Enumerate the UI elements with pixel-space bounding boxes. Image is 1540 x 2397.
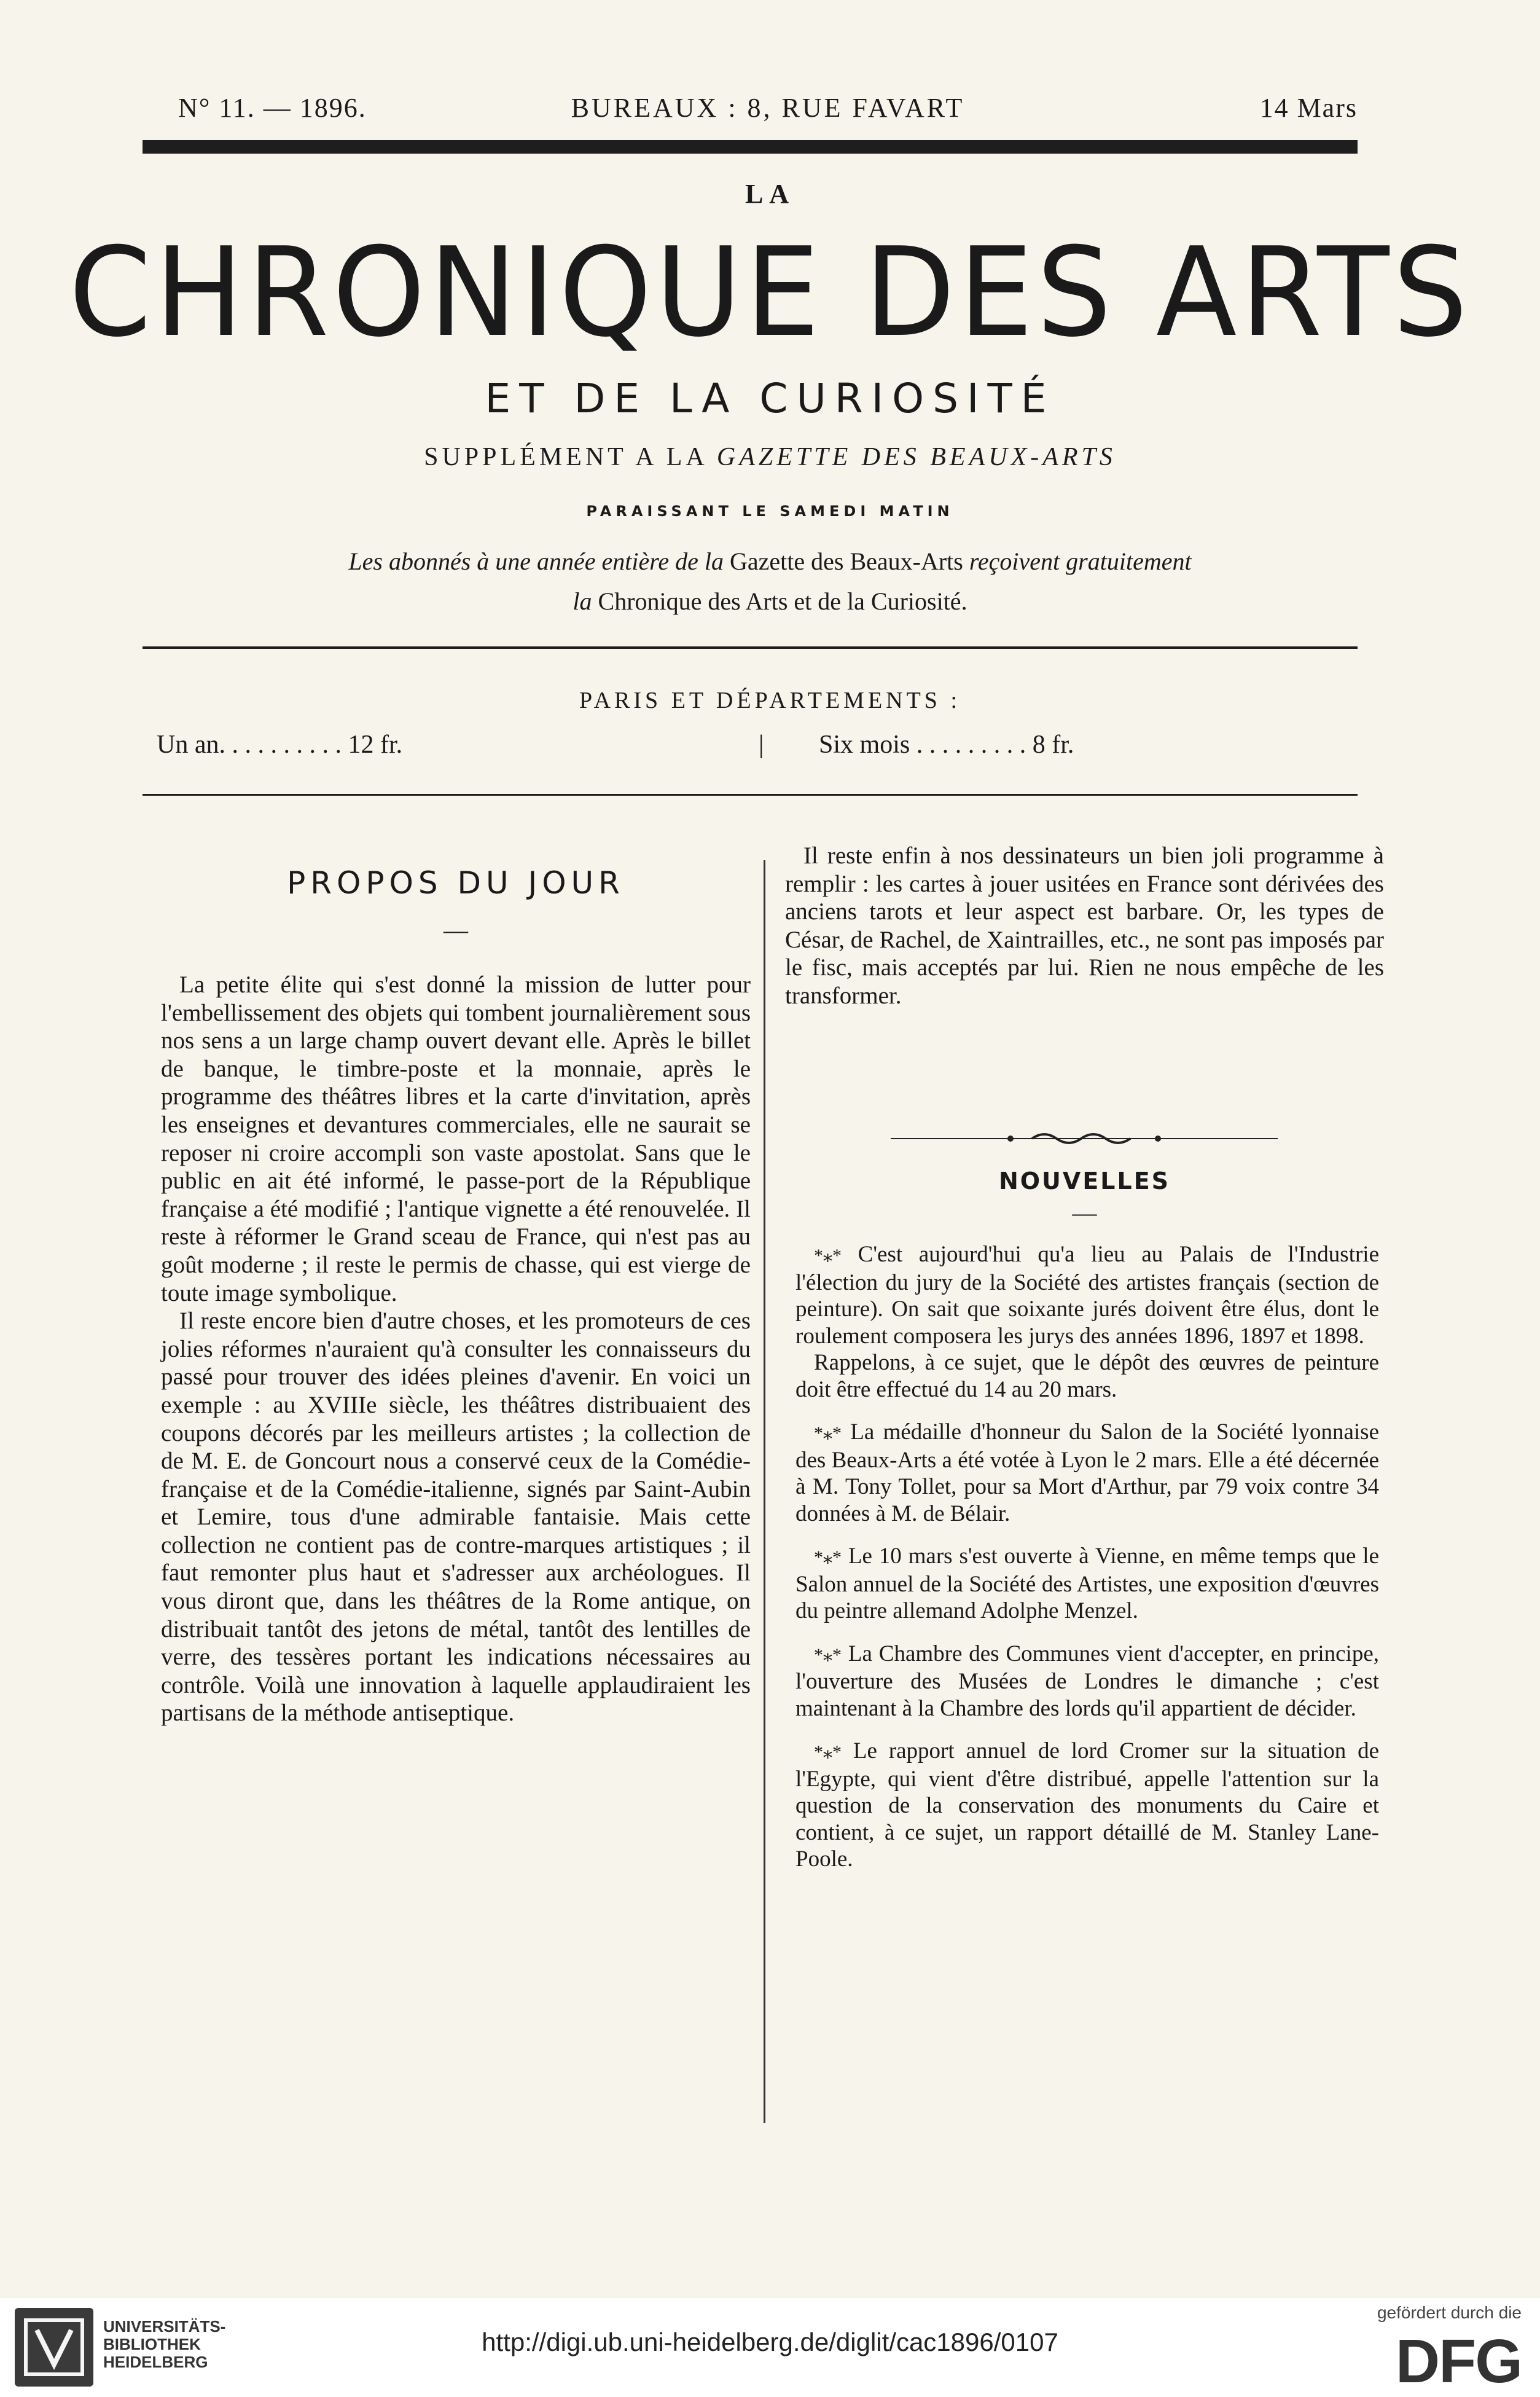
library-name-line: UNIVERSITÄTS- (103, 2317, 226, 2336)
dfg-logo: DFG (1395, 2327, 1522, 2396)
journal-title: CHRONIQUE DES ARTS (69, 221, 1471, 364)
library-name-line: BIBLIOTHEK (103, 2335, 201, 2353)
office-address: BUREAUX : 8, RUE FAVART (571, 93, 965, 123)
publication-schedule: PARAISSANT LE SAMEDI MATIN (586, 503, 954, 520)
article-continuation: Il reste enfin à nos dessinateurs un bien joli programme à remplir : les cartes à jouer usitées en France sont dérivées des anciens tarots et leur aspect est barbare. Or, les types de César, de Rachel, de Xaintrailles, etc., ne sont pas imposés par le fisc, mais acceptés par lui. Rien ne nous empêche de les transformer. (785, 842, 1384, 1009)
ornament-divider (891, 1129, 1278, 1148)
library-name-line: HEIDELBERG (103, 2353, 208, 2371)
news-heading-dash: — (1072, 1199, 1097, 1226)
masthead-top-line (178, 92, 1358, 129)
news-item (795, 1349, 1379, 1403)
column-separator (764, 860, 765, 2123)
funder-label: gefördert durch die (1377, 2303, 1522, 2322)
supplement-prefix: SUPPLÉMENT A LA (424, 443, 707, 471)
masthead-rule (143, 140, 1358, 154)
news-heading: NOUVELLES (998, 1167, 1171, 1195)
subscriber-note-a: Les abonnés à une année entière de la (348, 547, 724, 575)
issue-number: N° 11. — 1896. (178, 93, 367, 123)
right-column-continued (785, 842, 1384, 1010)
subscriber-note-b: Gazette des Beaux-Arts (730, 547, 963, 575)
gazette-name: GAZETTE DES BEAUX-ARTS (716, 443, 1116, 471)
asterism-icon: *⁎* (814, 1742, 842, 1762)
asterism-icon: *⁎* (814, 1246, 842, 1266)
article-heading: PROPOS DU JOUR (287, 865, 625, 901)
supplement-line (0, 442, 1540, 472)
divider-rule (143, 794, 1358, 796)
news-item (795, 1641, 1379, 1722)
article-paragraph: La petite élite qui s'est donné la mission de lutter pour l'embellissement des objets qui tombent journalièrement sous nos sens a un large champ ouvert devant elle. Après le billet de banque, le timbre-poste et la monnaie, après le programme des théâtres libres et la carte d'invitation, après les enseignes et devantures commerciales, elle ne saurait se reposer ni croire accompli son vaste apostolat. Sans que le public en ait été informé, le passe-port de la République française a été modifié ; l'antique vignette a été renouvelée. Il reste à réformer le Grand sceau de France, qui n'est pas au goût moderne ; il reste le permis de chasse, qui est vierge de toute image symbolique. (161, 971, 751, 1306)
left-column-text (161, 971, 751, 1727)
news-list (795, 1241, 1379, 1873)
subscription-prices (157, 730, 1358, 767)
news-text: La médaille d'honneur du Salon de la Société lyonnaise des Beaux-Arts a été votée à Lyon le 2 mars. Elle a été décernée à M. Tony Tollet, pour sa Mort d'Arthur, par 79 voix contre 34 données à M. de Bélair. (795, 1419, 1380, 1526)
divider-rule (143, 646, 1358, 649)
news-item (795, 1419, 1379, 1527)
subscriber-note-line-1 (0, 547, 1540, 576)
news-text: Rappelons, à ce sujet, que le dépôt des œuvres de peinture doit être effectué du 14 au 20 mars. (795, 1350, 1379, 1402)
article-paragraph: Il reste encore bien d'autre choses, et les promoteurs de ces jolies réformes n'auraient qu'à consulter les connaisseurs du passé pour trouver des idées pleines d'avenir. En voici un exemple : au XVIIIe siècle, les théâtres distribuaient des coupons décorés par les meilleurs artistes ; la collection de de M. E. de Goncourt nous a conservé ceux de la Comédie-française et de la Comédie-italienne, signés par Saint-Aubin et Lemire, tous d'une admirable fantaisie. Mais cette collection ne contient pas de contre-marques artistiques ; il faut remonter plus haut et s'adresser aux archéologues. Il vous diront que, dans les théâtres de la Rome antique, on distribuait tantôt des jetons de métal, tantôt des lentilles de verre, des tessères portant les indications nécessaires au contrôle. Voilà une innovation à laquelle applaudiraient les partisans de la méthode antiseptique. (161, 1308, 751, 1727)
news-item (795, 1543, 1379, 1625)
price-separator: | (759, 731, 764, 759)
issue-date: 14 Mars (1259, 93, 1358, 123)
subscriber-note-c: reçoivent gratuitement (969, 547, 1192, 575)
price-year: Un an. . . . . . . . . . 12 fr. (157, 731, 403, 759)
news-text: Le 10 mars s'est ouverte à Vienne, en même temps que le Salon annuel de la Société des Artistes, une exposition d'œuvres du peintre allemand Adolphe Menzel. (795, 1544, 1379, 1623)
journal-subtitle: ET DE LA CURIOSITÉ (485, 375, 1055, 422)
news-text: C'est aujourd'hui qu'a lieu au Palais de l'Industrie l'élection du jury de la Société des artistes français (section de peinture). On sait que soixante jurés doivent être élus, dont le roulement composera les jurys des années 1896, 1897 et 1898. (795, 1242, 1380, 1349)
news-item (795, 1738, 1379, 1873)
asterism-icon: *⁎* (814, 1644, 842, 1665)
title-article: LA (745, 179, 795, 209)
news-item (795, 1241, 1379, 1349)
news-text: Le rapport annuel de lord Cromer sur la situation de l'Egypte, qui vient d'être distribué, appelle l'attention sur la question de la conservation des monuments du Caire et contient, à ce sujet, un rapport détaillé de M. Stanley Lane-Poole. (795, 1738, 1380, 1872)
subscriber-note-line-2 (0, 587, 1540, 616)
subscription-heading: PARIS ET DÉPARTEMENTS : (579, 688, 961, 713)
heading-dash: — (444, 916, 468, 944)
source-url[interactable]: http://digi.ub.uni-heidelberg.de/diglit/cac1896/0107 (482, 2328, 1058, 2356)
news-text: La Chambre des Communes vient d'accepter, en principe, l'ouverture des Musées de Londres le dimanche ; c'est maintenant à la Chambre des lords qu'il appartient de décider. (795, 1641, 1380, 1721)
asterism-icon: *⁎* (814, 1547, 842, 1567)
subscriber-note-e: Chronique des Arts et de la Curiosité. (598, 587, 967, 615)
price-half-year: Six mois . . . . . . . . . 8 fr. (819, 731, 1074, 759)
asterism-icon: *⁎* (814, 1423, 842, 1443)
subscriber-note-d: la (573, 587, 592, 615)
